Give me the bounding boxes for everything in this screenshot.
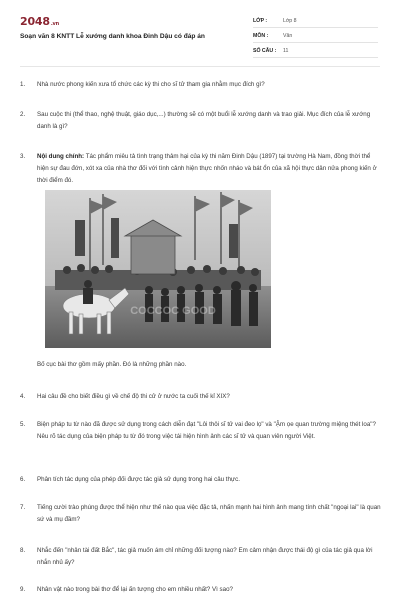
document-title: Soạn văn 8 KNTT Lễ xướng danh khoa Đinh Dậu có đáp án — [20, 33, 205, 40]
question-number: 6. — [20, 476, 26, 483]
header-divider — [20, 66, 380, 67]
page-header — [0, 0, 400, 62]
question-text: Nhà nước phong kiến xưa tổ chức các kỳ thi cho sĩ tử tham gia nhằm mục đích gì? — [37, 81, 265, 88]
meta-value: Lớp 8 — [283, 18, 297, 24]
question-number: 2. — [20, 111, 26, 118]
question-body: Tác phẩm miêu tả tình trạng thảm hại của kỳ thi năm Đinh Dậu (1897) tại trường Hà Nam, đồng thời thể hiện sự đau đớn, xót xa của nhà thơ đối với tình cảnh hiện thực nhốn nháo và bát ổn của xã hội thực dân nửa phong kiến ở thời điểm đó. — [37, 153, 377, 184]
question-text: Nhân vật nào trong bài thơ để lại ấn tượng cho em nhiều nhất? Vì sao? — [37, 586, 233, 593]
question-number: 5. — [20, 421, 26, 428]
question-number: 9. — [20, 586, 26, 593]
meta-key: MÔN : — [253, 33, 269, 39]
question-text: Tiếng cười trào phúng được thể hiện như thế nào qua việc đặc tả, nhấn mạnh hai hình ảnh mang tính chất "ngoại lai" là quan sứ và mụ đầm? — [37, 504, 381, 523]
meta-row-question-count — [253, 44, 378, 58]
photo-caption: Bố cục bài thơ gồm mấy phần. Đó là những phần nào. — [37, 361, 187, 368]
historical-photo — [45, 190, 271, 348]
question-bold-label: Nội dung chính: — [37, 153, 85, 160]
question-text: Hai câu đề cho biết điều gì về chế độ thi cử ở nước ta cuối thế kỉ XIX? — [37, 393, 230, 400]
meta-row-subject — [253, 29, 378, 43]
question-text — [37, 151, 382, 187]
meta-value: 11 — [283, 48, 289, 54]
question-text: Biện pháp tu từ nào đã được sử dụng trong cách diễn đạt "Lôi thôi sĩ tử vai đeo lọ" và "Ậm ọe quan trường miệng thét loa"? Nêu rõ tác dụng của biện pháp tu từ đó trong việc tái hiện hình ảnh các sĩ tử và quan viên người Việt. — [37, 421, 376, 440]
exam-ceremony-photo — [45, 190, 271, 348]
site-logo[interactable] — [20, 15, 59, 28]
question-text: Phân tích tác dụng của phép đối được tác giả sử dụng trong hai câu thực. — [37, 476, 240, 483]
logo-tld: .vn — [50, 21, 59, 27]
question-number: 3. — [20, 153, 26, 160]
question-number: 1. — [20, 81, 26, 88]
meta-row-class — [253, 14, 378, 28]
meta-key: LỚP : — [253, 18, 268, 24]
meta-value: Văn — [283, 33, 293, 39]
question-text: Sau cuộc thi (thể thao, nghệ thuật, giáo dục,...) thường sẽ có một buổi lễ xướng danh và trao giải. Mục đích của lễ xướng danh là gì? — [37, 111, 371, 130]
question-number: 7. — [20, 504, 26, 511]
meta-key: SỐ CÂU : — [253, 48, 277, 54]
logo-text: 2048 — [20, 15, 50, 28]
question-number: 8. — [20, 547, 26, 554]
question-number: 4. — [20, 393, 26, 400]
photo-watermark: COCCOC GOOD — [130, 305, 216, 317]
question-text: Nhắc đến "nhân tài đất Bắc", tác giả muốn ám chỉ những đối tượng nào? Em cảm nhận được thái độ gì của tác giả qua lời nhắn nhủ ấy? — [37, 547, 373, 566]
